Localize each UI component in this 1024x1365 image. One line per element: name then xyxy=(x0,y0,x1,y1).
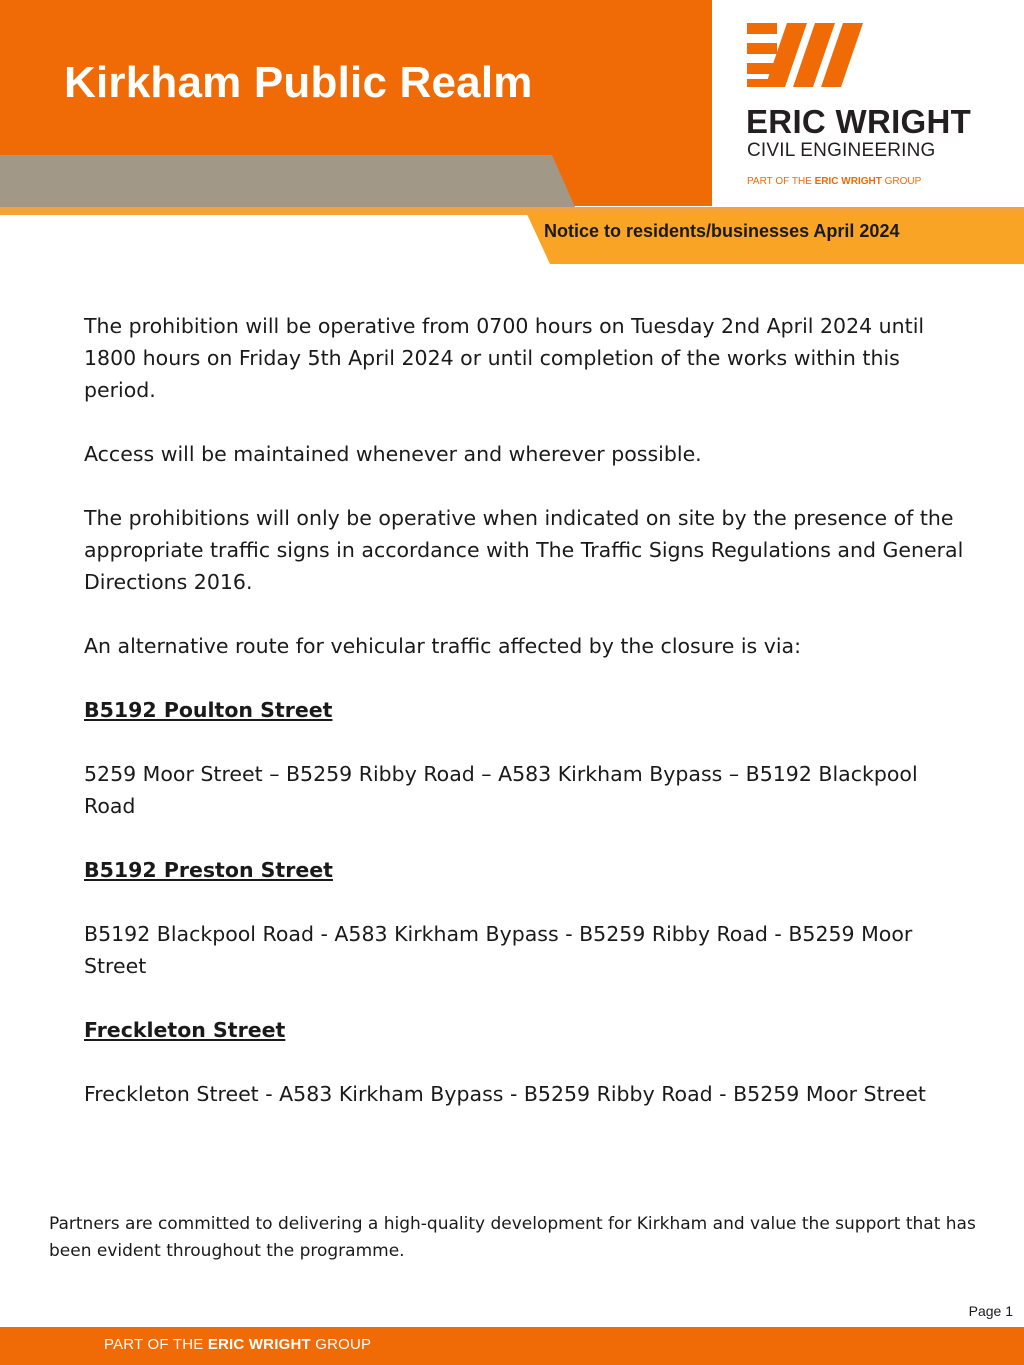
route-description: B5192 Blackpool Road - A583 Kirkham Bypass - B5259 Ribby Road - B5259 Moor Street xyxy=(84,922,913,978)
footer-group-line: PART OF THE ERIC WRIGHT GROUP xyxy=(104,1336,372,1353)
logo-company-name: ERIC WRIGHT xyxy=(746,103,972,140)
eric-wright-logo-icon xyxy=(747,23,865,87)
route-description: Freckleton Street - A583 Kirkham Bypass - B5259 Ribby Road - B5259 Moor Street xyxy=(84,1082,926,1106)
page-number: Page 1 xyxy=(968,1303,1013,1319)
route-heading: Freckleton Street xyxy=(84,1018,286,1042)
route-description: 5259 Moor Street – B5259 Ribby Road – A583 Kirkham Bypass – B5192 Blackpool Road xyxy=(84,762,918,818)
operative-period-paragraph: The prohibition will be operative from 0700 hours on Tuesday 2nd April 2024 until 1800 hours on Friday 5th April 2024 or until completion of the works within this period. xyxy=(84,314,925,402)
logo-group-line: PART OF THE ERIC WRIGHT GROUP xyxy=(747,176,922,187)
alternative-route-intro: An alternative route for vehicular traffic affected by the closure is via: xyxy=(84,634,802,658)
notice-label: Notice to residents/businesses April 2024 xyxy=(544,221,900,241)
notice-body xyxy=(84,310,964,1142)
partners-note: Partners are committed to delivering a high-quality development for Kirkham and value the support that has been evident throughout the programme. xyxy=(49,1214,976,1261)
header-gray-stripe xyxy=(0,155,575,207)
page-title: Kirkham Public Realm xyxy=(64,58,533,107)
signage-paragraph: The prohibitions will only be operative when indicated on site by the presence of the appropriate traffic signs in accordance with The Traffic Signs Regulations and General Directions 2016. xyxy=(84,506,964,594)
access-paragraph: Access will be maintained whenever and wherever possible. xyxy=(84,442,702,466)
route-heading: B5192 Preston Street xyxy=(84,858,333,882)
logo-division: CIVIL ENGINEERING xyxy=(747,140,936,161)
route-heading: B5192 Poulton Street xyxy=(84,698,333,722)
